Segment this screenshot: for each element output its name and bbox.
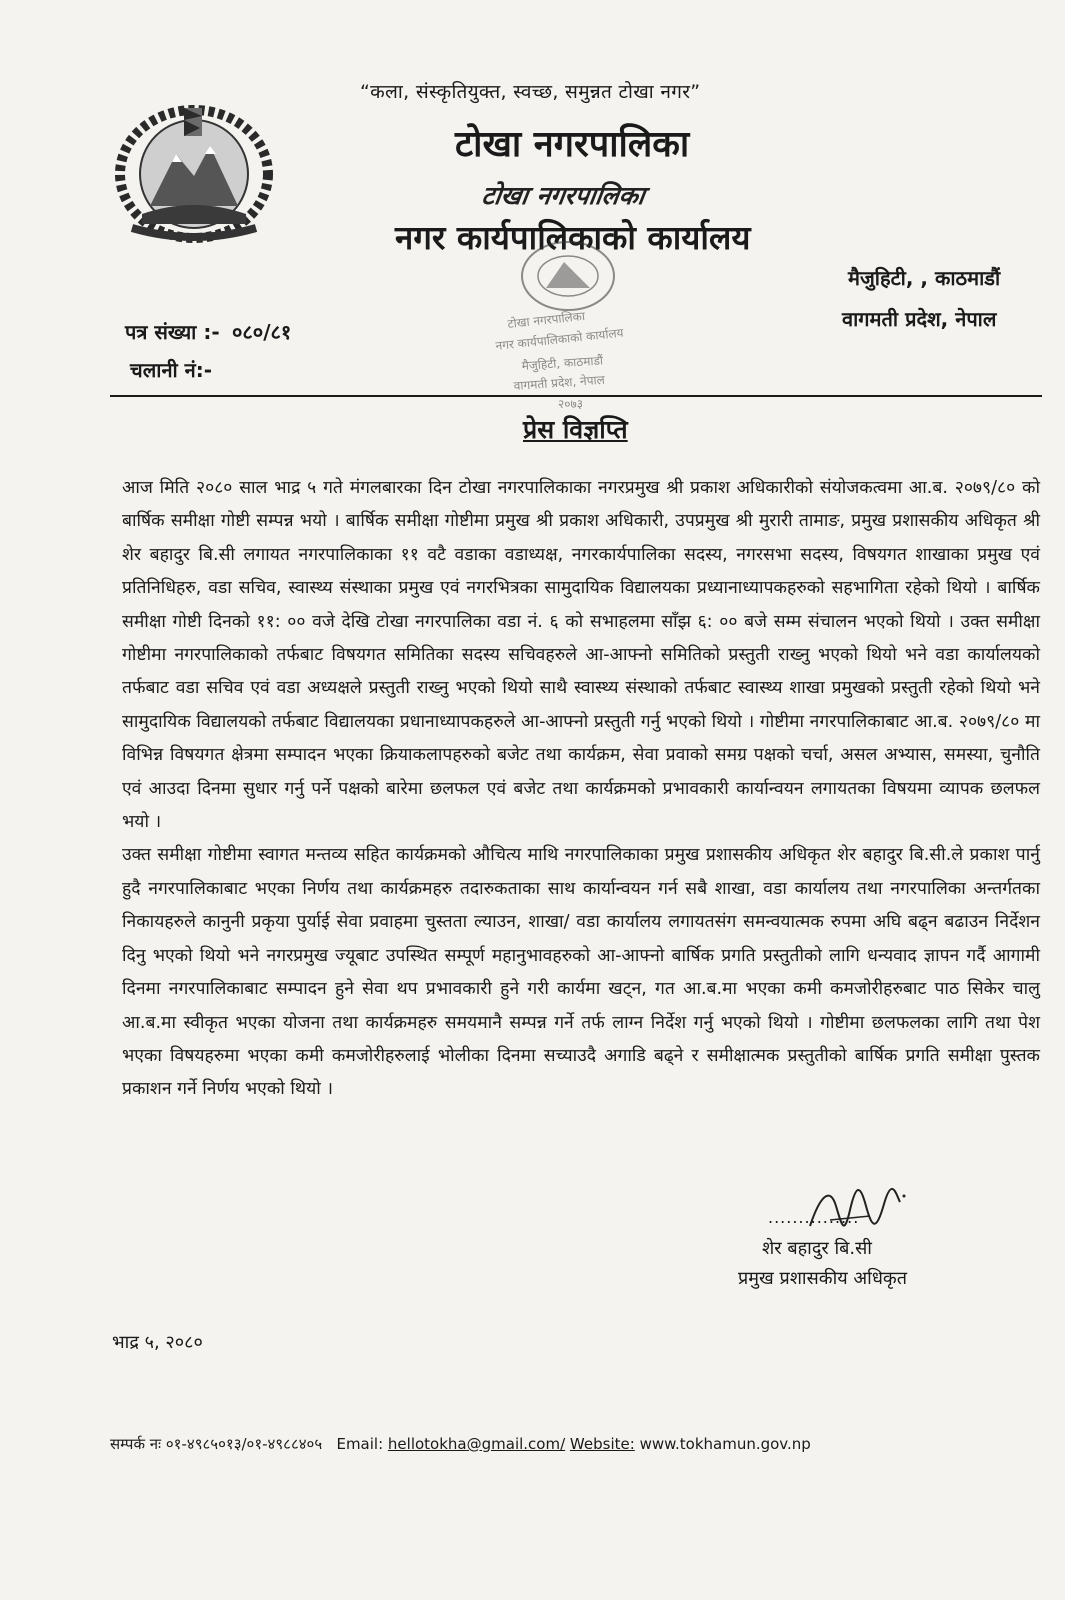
office-stamp (478, 232, 678, 412)
contact-label: सम्पर्क नः (110, 1435, 162, 1453)
email-link[interactable]: hellotokha@gmail.com/ (387, 1435, 566, 1453)
body-paragraph-2: उक्त समीक्षा गोष्टीमा स्वागत मन्तव्य सहित कार्यक्रमको औचित्य माथि नगरपालिकाका प्रमुख प्रशासकीय अधिकृत शेर बहादुर बि.सी.ले प्रकाश पार्नु हुदै नगरपालिकाबाट भएका निर्णय तथा कार्यक्रमहरु तदारुकताका साथ कार्यान्वयन गर्न सबै शाखा, वडा कार्यालय तथा नगरपालिका अन्तर्गतका निकायहरुले कानुनी प्रकृया पुर्याई सेवा प्रवाहमा चुस्तता ल्याउन, शाखा/ वडा कार्यालय लगायतसंग समन्वयात्मक रुपमा अघि बढ्न बढाउन निर्देशन दिनु भएको थियो भने नगरप्रमुख ज्यूबाट उपस्थित सम्पूर्ण महानुभावहरुको आ-आफ्नो बार्षिक प्रगति प्रस्तुतीको लागि धन्यवाद ज्ञापन गर्दै आगामी दिनमा नगरपालिकाबाट सम्पादन हुने सेवा थप प्रभावकारी हुने गरी कार्यमा खट्न, गत आ.ब.मा भएका कमी कमजोरीहरुबाट पाठ सिकेर चालु आ.ब.मा स्वीकृत भएका योजना तथा कार्यक्रमहरु समयमानै सम्पन्न गर्ने तर्फ लाग्न निर्देश गर्नु भएको थियो । गोष्टीमा छलफलका लागि तथा पेश भएका विषयहरुमा भएका कमी कमजोरीहरुलाई भोलीका दिनमा सच्याउदै अगाडि बढ्ने र समीक्षात्मक प्रस्तुतीको बार्षिक प्रगति समीक्षा पुस्तक प्रकाशन गर्ने निर्णय भएको थियो । (122, 845, 1040, 1100)
organization-name-calligraphy: टोखा नगरपालिका (479, 181, 647, 210)
letter-number-label: पत्र संख्या :- (125, 320, 220, 344)
address-line-2: वागमती प्रदेश, नेपाल (842, 307, 997, 331)
signatory-name: शेर बहादुर बि.सी (762, 1238, 872, 1259)
slogan: “कला, संस्कृतियुक्त, स्वच्छ, समुन्नत टोखा नगर” (360, 81, 701, 103)
svg-text:नगर कार्यपालिकाको कार्यालय: नगर कार्यपालिकाको कार्यालय (494, 325, 625, 353)
header-divider (110, 395, 1042, 397)
dispatch-number-label: चलानी नं:- (130, 358, 213, 382)
website-label: Website: (569, 1435, 635, 1453)
email-label: Email: (336, 1435, 384, 1453)
nepal-government-emblem (110, 96, 278, 246)
organization-name: टोखा नगरपालिका (455, 124, 690, 165)
signature-line: ............... (768, 1208, 860, 1227)
contact-footer (110, 1434, 811, 1454)
svg-text:वागमती प्रदेश, नेपाल: वागमती प्रदेश, नेपाल (513, 372, 606, 393)
document-title: प्रेस विज्ञप्ति (523, 415, 628, 444)
address-line-1: मैजुहिटी, , काठमाडौं (848, 266, 1001, 290)
issue-date: भाद्र ५, २०८० (112, 1332, 203, 1353)
svg-text:टोखा नगरपालिका: टोखा नगरपालिका (506, 308, 586, 331)
contact-phones: ०१-४९८५०१३/०१-४९८८४०५ (165, 1435, 323, 1453)
svg-text:मैजुहिटी, काठमाडौं: मैजुहिटी, काठमाडौं (521, 353, 604, 373)
website-link[interactable]: www.tokhamun.gov.np (639, 1435, 811, 1453)
press-release-body (122, 472, 1040, 1107)
body-paragraph-1: आज मिति २०८० साल भाद्र ५ गते मंगलबारका दिन टोखा नगरपालिकाका नगरप्रमुख श्री प्रकाश अधिकारीको संयोजकत्वमा आ.ब. २०७९/८० को बार्षिक समीक्षा गोष्टी सम्पन्न भयो । बार्षिक समीक्षा गोष्टीमा प्रमुख श्री प्रकाश अधिकारी, उपप्रमुख श्री मुरारी तामाङ, प्रमुख प्रशासकीय अधिकृत श्री शेर बहादुर बि.सी लगायत नगरपालिकाका ११ वटै वडाका वडाध्यक्ष, नगरकार्यपालिका सदस्य, नगरसभा सदस्य, विषयगत शाखाका प्रमुख एवं प्रतिनिधिहरु, वडा सचिव, स्वास्थ्य संस्थाका प्रमुख एवं नगरभित्रका सामुदायिक विद्यालयका प्रध्यानाध्यापकहरुको सहभागिता रहेको थियो । बार्षिक समीक्षा गोष्टी दिनको ११: ०० वजे देखि टोखा नगरपालिका वडा नं. ६ को सभाहलमा साँझ ६: ०० बजे सम्म संचालन भएको थियो । उक्त समीक्षा गोष्टीमा नगरपालिकाको तर्फबाट विषयगत समितिका सदस्य सचिवहरुले आ-आफ्नो समितिको प्रस्तुती राख्नु भएको थियो भने वडा कार्यालयको तर्फबाट वडा सचिव एवं वडा अध्यक्षले प्रस्तुती राख्नु भएको थियो साथै स्वास्थ्य संस्थाको तर्फबाट स्वास्थ्य शाखा प्रमुखको प्रस्तुती रहेको थियो भने सामुदायिक विद्यालयको तर्फबाट विद्यालयका प्रधानाध्यापकहरुले आ-आफ्नो प्रस्तुती गर्नु भएको थियो । गोष्टीमा नगरपालिकाबाट आ.ब. २०७९/८० मा विभिन्न विषयगत क्षेत्रमा सम्पादन भएका क्रियाकलापहरुको बजेट तथा कार्यक्रम, सेवा प्रवाको समग्र पक्षको चर्चा, असल अभ्यास, समस्या, चुनौति एवं आउदा दिनमा सुधार गर्नु पर्ने पक्षको बारेमा छलफल एवं बजेट तथा कार्यक्रमको प्रभावकारी कार्यान्वयन लगायतका विषयमा व्यापक छलफल भयो । (122, 478, 1040, 833)
signatory-designation: प्रमुख प्रशासकीय अधिकृत (738, 1268, 907, 1289)
office-name: नगर कार्यपालिकाको कार्यालय (395, 218, 751, 257)
letter-number-value: ०८०/८१ (232, 320, 292, 344)
svg-text:२०७३: २०७३ (558, 397, 583, 411)
